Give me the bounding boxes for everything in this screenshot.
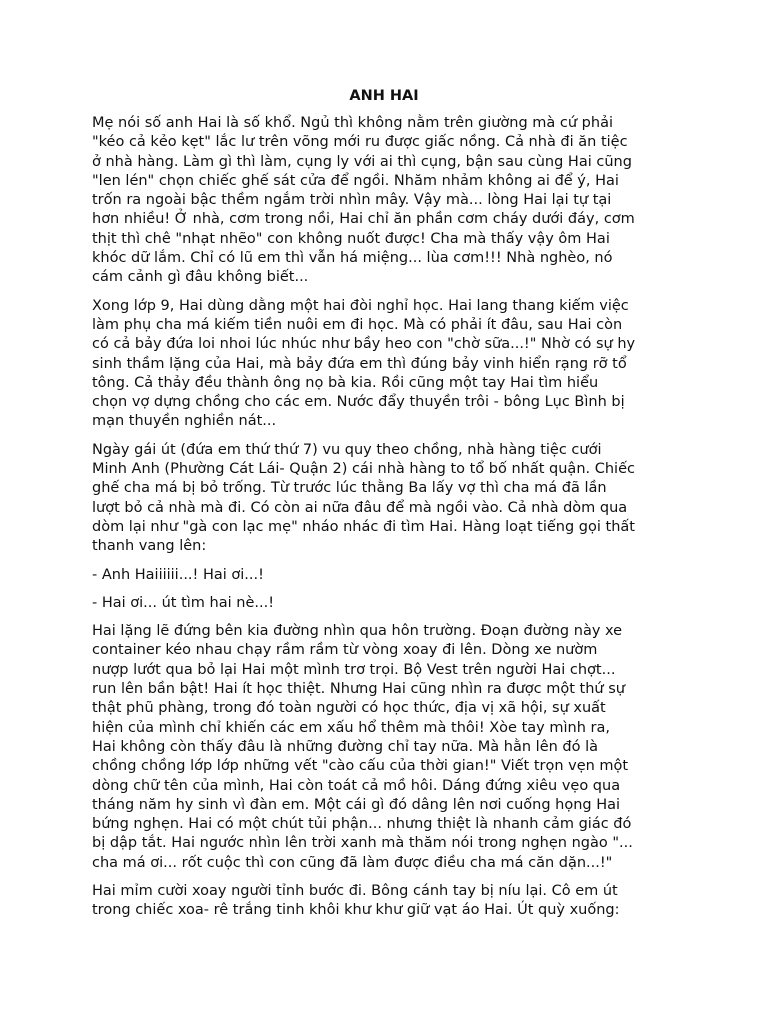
text-line: Hai không còn thấy đâu là những đường chỉ tay nữa. Mà hằn lên đó là <box>92 738 599 755</box>
text-line: ở nhà hàng. Làm gì thì làm, cụng ly với ai thì cụng, bận sau cùng Hai cũng <box>92 153 632 170</box>
text-line: tông. Cả thảy đều thành ông nọ bà kia. Rồi cũng một tay Hai tìm hiểu <box>92 374 599 391</box>
text-line: "len lén" chọn chiếc ghế sát cửa để ngồi. Nhăm nhảm không ai để ý, Hai <box>92 172 619 189</box>
text-line: mạn thuyền nghiền nát... <box>92 413 277 430</box>
text-line: ghế cha má bị bỏ trống. Từ trước lúc thằng Ba lấy vợ thì cha má đã lần <box>92 480 607 497</box>
text-line: Hai lặng lẽ đứng bên kia đường nhìn qua hôn trường. Đoạn đường này xe <box>92 623 623 640</box>
text-line: cha má ơi... rốt cuộc thì con cũng đã làm được điều cha má căn dặn...!" <box>92 854 613 871</box>
document-title: ANH HAI <box>349 88 419 104</box>
text-line: khóc dữ lắm. Chỉ có lũ em thì vẫn há miệng... lùa cơm!!! Nhà nghèo, nó <box>92 250 613 267</box>
paragraph-1 <box>92 114 676 288</box>
text-line: Xong lớp 9, Hai dùng dằng một hai đòi nghỉ học. Hai lang thang kiếm việc <box>92 297 629 314</box>
document-body <box>92 114 676 921</box>
paragraph-2 <box>92 297 676 432</box>
text-line: Minh Anh (Phường Cát Lái- Quận 2) cái nhà hàng to tổ bố nhất quận. Chiếc <box>92 461 635 478</box>
document-page <box>92 86 676 930</box>
text-line: thanh vang lên: <box>92 538 207 555</box>
text-line: container kéo nhau chạy rầm rầm từ vòng xoay đi lên. Dòng xe nườm <box>92 642 598 659</box>
text-line: trốn ra ngoài bậc thềm ngắm trời nhìn mây. Vậy mà... lòng Hai lại tự tại <box>92 192 612 209</box>
text-line: hiện của mình chỉ khiến các em xấu hổ thêm mà thôi! Xòe tay mình ra, <box>92 719 610 736</box>
text-line: run lên bần bật! Hai ít học thiệt. Nhưng Hai cũng nhìn ra được một thứ sự <box>92 681 625 698</box>
paragraph-5 <box>92 594 676 613</box>
text-line: - Hai ơi... út tìm hai nè...! <box>92 594 275 611</box>
text-line: thật phũ phàng, trong đó toàn người có học thức, địa vị xã hội, sự xuất <box>92 700 606 717</box>
text-line: nượp lướt qua bỏ lại Hai một mình trơ trọi. Bộ Vest trên người Hai chợt... <box>92 661 616 678</box>
text-line: làm phụ cha má kiếm tiền nuôi em đi học. Mà có phải ít đâu, sau Hai còn <box>92 316 623 333</box>
text-line: bị dập tắt. Hai ngước nhìn lên trời xanh mà thăm nói trong nghẹn ngào "... <box>92 835 633 852</box>
text-line: sinh thầm lặng của Hai, mà bảy đứa em thì đúng bảy vinh hiển rạng rỡ tổ <box>92 355 627 372</box>
text-line: trong chiếc xoa- rê trắng tinh khôi khư khư giữ vạt áo Hai. Út quỳ xuống: <box>92 902 620 919</box>
text-line: Hai mỉm cười xoay người tỉnh bước đi. Bông cánh tay bị níu lại. Cô em út <box>92 882 618 899</box>
paragraph-6 <box>92 622 676 873</box>
text-line: hơn nhiều! Ở nhà, cơm trong nồi, Hai chỉ ăn phần cơm cháy dưới đáy, cơm <box>92 211 635 228</box>
text-line: tháng năm hy sinh vì đàn em. Một cái gì đó dâng lên nơi cuống họng Hai <box>92 796 621 813</box>
paragraph-4 <box>92 566 676 585</box>
text-line: dòng chữ tên của mình, Hai còn toát cả mồ hôi. Dáng đứng xiêu vẹo qua <box>92 777 621 794</box>
text-line: - Anh Haiiiiii...! Hai ơi...! <box>92 566 264 583</box>
text-line: Ngày gái út (đứa em thứ thứ 7) vu quy theo chồng, nhà hàng tiệc cưới <box>92 441 602 458</box>
text-line: thịt thì chê "nhạt nhẽo" con không nuốt được! Cha mà thấy vậy ôm Hai <box>92 230 610 247</box>
paragraph-3 <box>92 441 676 557</box>
text-line: chồng chồng lớp lớp những vết "cào cấu của thời gian!" Viết trọn vẹn một <box>92 758 629 775</box>
text-line: dòm lại như "gà con lạc mẹ" nháo nhác đi tìm Hai. Hàng loạt tiếng gọi thất <box>92 518 635 535</box>
text-line: "kéo cả kẻo kẹt" lắc lư trên võng mới ru được giấc nồng. Cả nhà đi ăn tiệc <box>92 134 628 151</box>
text-line: cám cảnh gì đâu không biết... <box>92 269 309 286</box>
text-line: bứng nghẹn. Hai có một chút tủi phận... nhưng thiệt là nhanh cảm giác đó <box>92 816 632 833</box>
text-line: Mẹ nói số anh Hai là số khổ. Ngủ thì không nằm trên giường mà cứ phải <box>92 115 613 131</box>
text-line: chọn vợ dựng chồng cho các em. Nước đẩy thuyền trôi - bông Lục Bình bị <box>92 394 625 411</box>
text-line: có cả bảy đứa loi nhoi lúc nhúc như bầy heo con "chờ sữa...!" Nhờ có sự hy <box>92 336 636 353</box>
text-line: lượt bỏ cả nhà mà đi. Có còn ai nữa đâu để mà ngồi vào. Cả nhà dòm qua <box>92 499 628 516</box>
paragraph-7 <box>92 882 676 921</box>
